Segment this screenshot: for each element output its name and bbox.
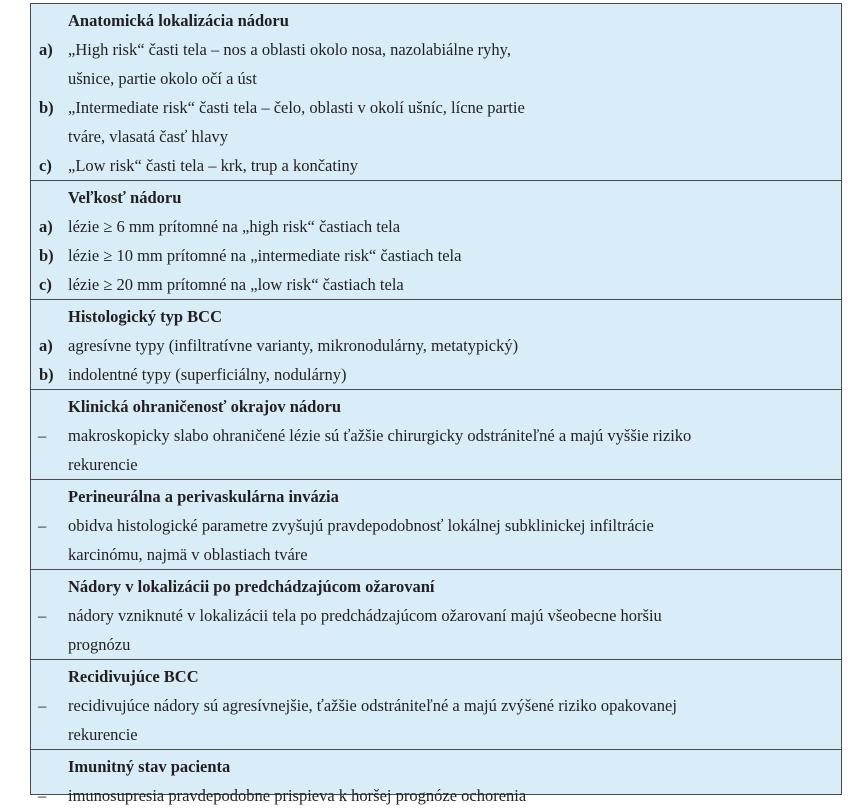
list-item [31,270,841,299]
list-item [31,421,841,479]
item-marker: – [38,696,47,715]
section-histologic-type [31,300,841,390]
item-marker: c) [39,275,52,294]
list-item [31,691,841,749]
item-marker: a) [39,336,53,355]
item-text: „Intermediate risk“ časti tela – čelo, oblasti v okolí ušníc, lícne partie tváre, vlasatá časť hlavy [68,98,525,146]
list-item [31,601,841,659]
item-marker: – [38,786,47,805]
item-marker: b) [39,246,54,265]
item-marker: b) [39,98,54,117]
item-text: obidva histologické parametre zvyšujú pravdepodobnosť lokálnej subklinickej infiltrácie karcinómu, najmä v oblastiach tváre [68,516,654,564]
list-item [31,212,841,241]
section-title: Veľkosť nádoru [68,188,182,207]
list-item [31,360,841,389]
item-text: recidivujúce nádory sú agresívnejšie, ťažšie odstrániteľné a majú zvýšené riziko opakovanej rekurencie [68,696,677,744]
item-text: imunosupresia pravdepodobne prispieva k horšej prognóze ochorenia [68,786,527,805]
section-immune-status [31,750,841,810]
item-text: nádory vzniknuté v lokalizácii tela po predchádzajúcom ožarovaní majú všeobecne horšiu prognózu [68,606,662,654]
list-item [31,93,841,151]
section-anatomic-localization [31,4,841,181]
item-text: lézie ≥ 6 mm prítomné na „high risk“ častiach tela [68,217,401,236]
list-item [31,781,841,810]
list-item [31,511,841,569]
list-item [31,151,841,180]
list-item [31,331,841,360]
item-text: agresívne typy (infiltratívne varianty, mikronodulárny, metatypický) [68,336,519,355]
section-clinical-margins [31,390,841,480]
item-text: lézie ≥ 10 mm prítomné na „intermediate risk“ častiach tela [68,246,462,265]
item-text: „Low risk“ časti tela – krk, trup a končatiny [68,156,359,175]
item-marker: a) [39,217,53,236]
list-item [31,241,841,270]
risk-factors-table [30,3,842,805]
item-text: lézie ≥ 20 mm prítomné na „low risk“ častiach tela [68,275,404,294]
section-title: Klinická ohraničenosť okrajov nádoru [68,397,342,416]
item-marker: – [38,426,47,445]
section-prior-radiation [31,570,841,660]
section-title: Histologický typ BCC [68,307,223,326]
section-recurrent-bcc [31,660,841,750]
section-title: Recidivujúce BCC [68,667,199,686]
item-text: „High risk“ časti tela – nos a oblasti okolo nosa, nazolabiálne ryhy, ušnice, partie okolo očí a úst [68,40,511,88]
section-title: Nádory v lokalizácii po predchádzajúcom ožarovaní [68,577,435,596]
item-marker: c) [39,156,52,175]
section-title: Anatomická lokalizácia nádoru [68,11,289,30]
section-perineural-invasion [31,480,841,570]
section-title: Imunitný stav pacienta [68,757,231,776]
item-marker: – [38,606,47,625]
item-marker: b) [39,365,54,384]
list-item [31,35,841,93]
section-tumor-size [31,181,841,300]
section-title: Perineurálna a perivaskulárna invázia [68,487,339,506]
item-marker: a) [39,40,53,59]
item-text: indolentné typy (superficiálny, nodulárny) [68,365,347,384]
item-text: makroskopicky slabo ohraničené lézie sú ťažšie chirurgicky odstrániteľné a majú vyššie riziko rekurencie [68,426,692,474]
item-marker: – [38,516,47,535]
